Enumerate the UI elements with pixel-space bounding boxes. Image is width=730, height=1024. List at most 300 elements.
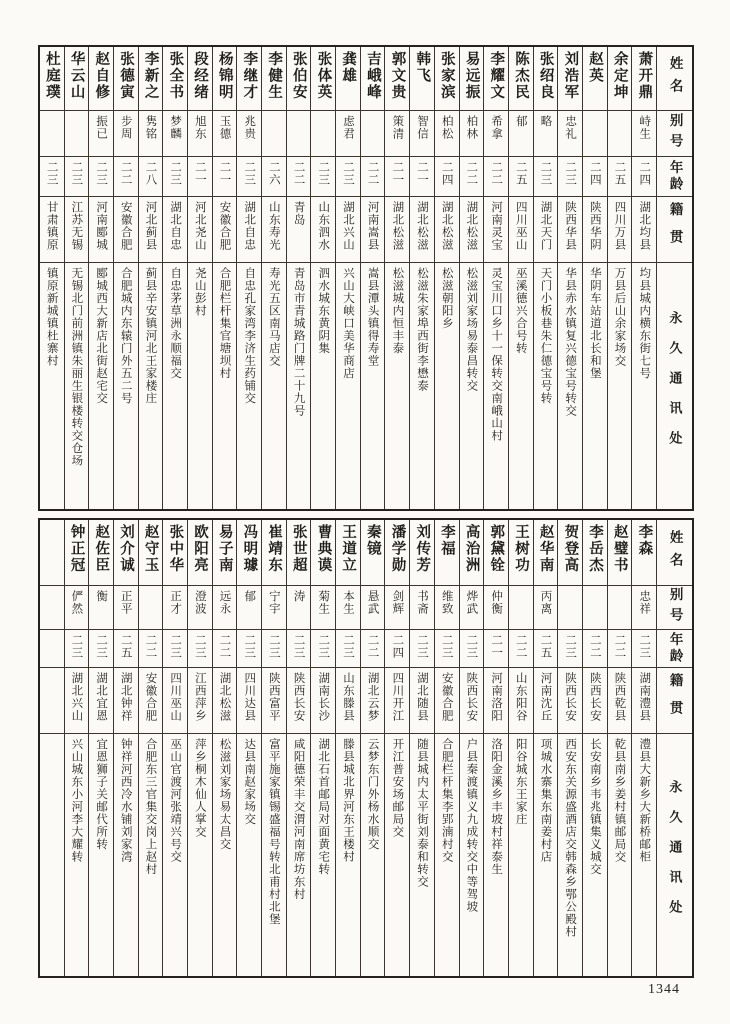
alias-cell	[583, 111, 607, 157]
age-cell	[410, 630, 434, 668]
header-cell-address	[657, 263, 692, 509]
entry-origin: 湖北兴山	[70, 672, 83, 722]
entry-address: 乾县南乡姜村镇邮局交	[613, 738, 626, 863]
entry-origin: 陕西长安	[564, 672, 577, 722]
address-cell	[410, 734, 434, 976]
entry-name: 贺登高	[562, 524, 579, 574]
name-cell	[213, 520, 237, 586]
origin-cell	[188, 197, 212, 263]
entry-name: 张中华	[167, 524, 184, 574]
entry-age: 二二	[292, 161, 305, 186]
entry-alias: 希拿	[490, 115, 503, 140]
address-cell	[632, 734, 656, 976]
address-cell	[336, 263, 360, 509]
address-cell	[114, 734, 138, 976]
entry-address: 松滋刘家场易太昌交	[218, 738, 231, 851]
age-cell	[65, 630, 89, 668]
origin-cell	[583, 197, 607, 263]
age-cell	[311, 630, 335, 668]
address-cell	[213, 734, 237, 976]
age-cell	[237, 157, 261, 197]
entry-origin: 山东滕县	[341, 672, 354, 722]
age-cell	[534, 157, 558, 197]
entry-column	[162, 520, 187, 976]
entry-alias: 维致	[440, 590, 453, 615]
entry-origin: 四川巫山	[514, 201, 527, 251]
age-cell	[583, 630, 607, 668]
name-cell	[410, 47, 434, 111]
entry-origin: 安徽合肥	[218, 201, 231, 251]
entry-column	[459, 520, 484, 976]
origin-cell	[583, 668, 607, 734]
entry-alias: 略	[539, 115, 552, 128]
name-cell	[583, 47, 607, 111]
entry-age: 二三	[70, 161, 83, 186]
entry-age: 二三	[564, 161, 577, 186]
age-cell	[509, 157, 533, 197]
entry-age: 二二	[514, 634, 527, 659]
entry-address: 自忠孔家湾李济生药铺交	[243, 267, 256, 405]
header-cell-address	[657, 734, 692, 976]
alias-cell	[608, 111, 632, 157]
origin-cell	[40, 197, 64, 263]
address-cell	[484, 263, 508, 509]
name-cell	[385, 520, 409, 586]
age-cell	[237, 630, 261, 668]
address-cell	[188, 734, 212, 976]
name-cell	[361, 520, 385, 586]
name-cell	[40, 47, 64, 111]
age-cell	[632, 157, 656, 197]
age-cell	[460, 630, 484, 668]
entry-origin: 河南郾城	[95, 201, 108, 251]
name-cell	[139, 47, 163, 111]
address-cell	[385, 263, 409, 509]
name-cell	[410, 520, 434, 586]
entry-column	[40, 520, 64, 976]
entry-origin: 安徽合肥	[440, 672, 453, 722]
age-cell	[608, 157, 632, 197]
address-cell	[632, 263, 656, 509]
entry-name: 张全书	[167, 51, 184, 101]
entry-alias: 忠礼	[564, 115, 577, 140]
entry-address: 均县城内横东街七号	[638, 267, 651, 380]
alias-cell	[460, 586, 484, 630]
entry-address: 松滋城内恒丰泰	[391, 267, 404, 355]
alias-cell	[361, 111, 385, 157]
entry-origin: 湖北自忠	[243, 201, 256, 251]
header-cell-origin	[657, 668, 692, 734]
origin-cell	[311, 668, 335, 734]
age-cell	[435, 157, 459, 197]
entry-origin: 安徽合肥	[144, 672, 157, 722]
address-cell	[460, 734, 484, 976]
age-cell	[213, 630, 237, 668]
origin-cell	[65, 668, 89, 734]
header-column	[656, 520, 692, 976]
header-cell-name	[657, 520, 692, 586]
name-cell	[460, 47, 484, 111]
origin-cell	[336, 197, 360, 263]
entry-age: 二一	[391, 161, 404, 186]
alias-cell	[632, 111, 656, 157]
entry-age: 二五	[119, 634, 132, 659]
header-origin-label: 籍贯	[667, 202, 683, 257]
name-cell	[287, 47, 311, 111]
entry-column	[631, 47, 656, 509]
address-cell	[114, 263, 138, 509]
entry-age: 二二	[588, 634, 601, 659]
alias-cell	[460, 111, 484, 157]
entry-address: 镇原新城镇杜寨村	[45, 267, 58, 367]
entry-age: 二三	[169, 634, 182, 659]
entry-alias: 旭东	[193, 115, 206, 140]
entry-name: 杜庭璞	[43, 51, 60, 101]
alias-cell	[114, 111, 138, 157]
entry-origin: 陕西长安	[588, 672, 601, 722]
entry-column	[286, 520, 311, 976]
alias-cell	[583, 586, 607, 630]
address-cell	[262, 263, 286, 509]
entry-column	[64, 47, 89, 509]
name-cell	[336, 47, 360, 111]
origin-cell	[632, 197, 656, 263]
entry-age: 二一	[490, 634, 503, 659]
entry-alias: 智信	[416, 115, 428, 140]
origin-cell	[114, 197, 138, 263]
origin-cell	[460, 197, 484, 263]
alias-cell	[410, 586, 434, 630]
age-cell	[509, 630, 533, 668]
entry-origin: 湖北宜恩	[95, 672, 108, 722]
entry-alias: 澄波	[193, 590, 206, 615]
alias-cell	[534, 586, 558, 630]
entry-name: 陈杰民	[512, 51, 529, 101]
alias-cell	[361, 586, 385, 630]
entry-column	[459, 47, 484, 509]
alias-cell	[484, 586, 508, 630]
alias-cell	[163, 586, 187, 630]
entry-column	[88, 47, 113, 509]
entry-column	[261, 47, 286, 509]
entry-column	[335, 520, 360, 976]
entry-origin: 青岛	[292, 201, 305, 226]
directory-table-bottom	[38, 518, 694, 978]
entry-origin: 湖北随县	[416, 672, 428, 722]
name-cell	[435, 520, 459, 586]
alias-cell	[509, 111, 533, 157]
origin-cell	[558, 668, 582, 734]
entry-alias: 宁宇	[267, 590, 280, 615]
entry-address: 萍乡桐木仙人掌交	[193, 738, 206, 838]
alias-cell	[558, 586, 582, 630]
entry-name: 高治洲	[463, 524, 480, 574]
entry-origin: 湖北自忠	[169, 201, 182, 251]
address-cell	[509, 734, 533, 976]
entry-name: 赵璧书	[611, 524, 628, 574]
age-cell	[385, 630, 409, 668]
entry-age: 二二	[366, 634, 379, 659]
entry-age: 二三	[416, 634, 428, 659]
origin-cell	[361, 668, 385, 734]
entry-age: 二六	[267, 161, 280, 186]
header-cell-alias	[657, 111, 692, 157]
entry-origin: 河北蓟县	[144, 201, 157, 251]
entry-age: 二三	[169, 161, 182, 186]
origin-cell	[558, 197, 582, 263]
name-cell	[632, 47, 656, 111]
name-cell	[188, 520, 212, 586]
alias-cell	[262, 586, 286, 630]
entry-age: 二三	[564, 634, 577, 659]
entry-column	[434, 47, 459, 509]
name-cell	[361, 47, 385, 111]
entry-column	[409, 47, 434, 509]
entry-age: 二三	[292, 634, 305, 659]
entry-origin: 陕西华阴	[588, 201, 601, 251]
origin-cell	[336, 668, 360, 734]
entry-address: 兴山大峡口美华商店	[341, 267, 354, 380]
entry-origin: 湖北松滋	[465, 201, 478, 251]
entry-column	[533, 47, 558, 509]
entry-age: 二三	[440, 634, 453, 659]
address-cell	[40, 734, 64, 976]
origin-cell	[361, 197, 385, 263]
entry-origin: 四川开江	[391, 672, 404, 722]
name-cell	[558, 47, 582, 111]
address-cell	[608, 734, 632, 976]
age-cell	[65, 157, 89, 197]
age-cell	[361, 630, 385, 668]
address-cell	[311, 734, 335, 976]
entry-alias: 烨武	[465, 590, 478, 615]
entry-name: 赵佐臣	[93, 524, 110, 574]
entry-address: 无锡北门前洲镇朱丽生银楼转交仓场	[70, 267, 83, 467]
entry-column	[607, 520, 632, 976]
entry-name: 余定坤	[611, 51, 628, 101]
age-cell	[213, 157, 237, 197]
entry-alias: 本生	[341, 590, 354, 615]
entry-address: 泗水城东黄阴集	[317, 267, 330, 355]
entry-name: 赵华南	[537, 524, 554, 574]
entry-age: 二三	[638, 634, 651, 659]
entry-column	[187, 47, 212, 509]
address-cell	[262, 734, 286, 976]
origin-cell	[608, 668, 632, 734]
header-cell-alias	[657, 586, 692, 630]
entry-address: 郾城西大新店北街赵宅交	[95, 267, 108, 405]
entry-address: 湖北石首邮局对面黄宅转	[317, 738, 330, 876]
entry-origin: 江苏无锡	[70, 201, 83, 251]
entry-name: 萧开鼎	[636, 51, 653, 101]
entry-age: 二二	[465, 161, 478, 186]
entry-address: 滕县城北界河东王楼村	[341, 738, 354, 863]
entry-name: 刘传芳	[414, 524, 431, 574]
age-cell	[114, 157, 138, 197]
entry-age: 二三	[317, 161, 330, 186]
origin-cell	[534, 668, 558, 734]
entry-address: 松滋刘家场易泰昌转交	[465, 267, 478, 392]
name-cell	[385, 47, 409, 111]
entry-address: 合肥东三官集交岗上赵村	[144, 738, 157, 876]
entry-address: 华县赤水镇复兴德宝号转交	[564, 267, 577, 417]
alias-cell	[237, 586, 261, 630]
alias-cell	[65, 111, 89, 157]
entry-name: 李岳杰	[587, 524, 604, 574]
entry-address: 开江普安场邮局交	[391, 738, 404, 838]
directory-table-top	[38, 45, 694, 511]
address-cell	[188, 263, 212, 509]
name-cell	[608, 47, 632, 111]
alias-cell	[40, 586, 64, 630]
entry-name: 李新之	[142, 51, 159, 101]
header-cell-origin	[657, 197, 692, 263]
address-cell	[40, 263, 64, 509]
entry-column	[187, 520, 212, 976]
name-cell	[311, 47, 335, 111]
age-cell	[262, 630, 286, 668]
entry-name: 张绍良	[537, 51, 554, 101]
entry-alias: 玉德	[218, 115, 231, 140]
entry-address: 巫溪德兴合号转	[514, 267, 527, 355]
entry-origin: 湖南长沙	[317, 672, 330, 722]
origin-cell	[40, 668, 64, 734]
age-cell	[484, 630, 508, 668]
alias-cell	[385, 111, 409, 157]
entry-age: 二三	[341, 161, 354, 186]
entry-alias: 郁	[514, 115, 527, 128]
entry-alias: 振已	[95, 115, 108, 140]
entry-origin: 安徽合肥	[119, 201, 132, 251]
entry-name: 张伯安	[290, 51, 307, 101]
entry-name: 赵英	[587, 51, 604, 84]
entry-name: 钟正冠	[68, 524, 85, 574]
entry-origin: 湖北云梦	[366, 672, 379, 722]
entry-column	[113, 520, 138, 976]
header-address-label: 永久通讯处	[667, 311, 683, 461]
entry-name: 段经绪	[192, 51, 209, 101]
entry-alias: 郁	[243, 590, 256, 603]
origin-cell	[311, 197, 335, 263]
address-cell	[237, 734, 261, 976]
alias-cell	[336, 586, 360, 630]
entry-alias: 隽铭	[144, 115, 157, 140]
entry-alias: 悬武	[366, 590, 379, 615]
origin-cell	[139, 197, 163, 263]
header-name-label: 姓名	[667, 530, 683, 575]
address-cell	[509, 263, 533, 509]
age-cell	[163, 157, 187, 197]
entry-address: 阳谷城东王家庄	[514, 738, 527, 826]
entry-origin: 河南洛阳	[490, 672, 503, 722]
age-cell	[460, 157, 484, 197]
entry-origin: 陕西富平	[267, 672, 280, 722]
entry-name: 李继才	[241, 51, 258, 101]
name-cell	[583, 520, 607, 586]
name-cell	[89, 47, 113, 111]
entry-alias: 书斋	[416, 590, 428, 615]
name-cell	[163, 47, 187, 111]
origin-cell	[287, 197, 311, 263]
age-cell	[385, 157, 409, 197]
alias-cell	[311, 111, 335, 157]
address-cell	[583, 734, 607, 976]
entry-alias: 剑辉	[391, 590, 404, 615]
entry-column	[557, 520, 582, 976]
entry-alias: 俨然	[70, 590, 83, 615]
entry-age: 二三	[95, 161, 108, 186]
entry-age: 二二	[613, 634, 626, 659]
entry-address: 松滋朝阳乡	[440, 267, 453, 330]
alias-cell	[287, 111, 311, 157]
name-cell	[509, 47, 533, 111]
origin-cell	[89, 197, 113, 263]
alias-cell	[632, 586, 656, 630]
entry-column	[631, 520, 656, 976]
entry-alias: 丙离	[539, 590, 552, 615]
origin-cell	[632, 668, 656, 734]
name-cell	[534, 47, 558, 111]
entry-name: 赵自修	[93, 51, 110, 101]
entry-age: 二三	[243, 161, 256, 186]
entry-column	[212, 47, 237, 509]
alias-cell	[40, 111, 64, 157]
entry-origin: 湖北松滋	[440, 201, 453, 251]
entry-column	[582, 520, 607, 976]
age-cell	[435, 630, 459, 668]
alias-cell	[139, 586, 163, 630]
origin-cell	[262, 197, 286, 263]
origin-cell	[163, 197, 187, 263]
entry-age: 二二	[218, 634, 231, 659]
header-cell-name	[657, 47, 692, 111]
address-cell	[558, 734, 582, 976]
entry-age: 二二	[119, 161, 132, 186]
header-age-label: 年龄	[667, 632, 683, 665]
entry-address: 洛阳金溪乡丰坡村祥泰生	[490, 738, 503, 876]
entry-column	[533, 520, 558, 976]
entry-origin: 山东泗水	[317, 201, 330, 251]
entry-origin: 湖北松滋	[218, 672, 231, 722]
entry-origin: 四川巫山	[169, 672, 182, 722]
origin-cell	[65, 197, 89, 263]
entry-name: 郭文贵	[389, 51, 406, 101]
origin-cell	[213, 668, 237, 734]
entry-age: 二四	[588, 161, 601, 186]
name-cell	[213, 47, 237, 111]
origin-cell	[237, 197, 261, 263]
entry-alias: 峙生	[638, 115, 651, 140]
age-cell	[163, 630, 187, 668]
entry-address: 钟祥河西冷水铺刘家湾	[119, 738, 132, 863]
entry-column	[261, 520, 286, 976]
alias-cell	[509, 586, 533, 630]
entry-column	[212, 520, 237, 976]
alias-cell	[558, 111, 582, 157]
entry-name: 张世超	[290, 524, 307, 574]
entry-name: 张体英	[315, 51, 332, 101]
address-cell	[385, 734, 409, 976]
entry-age: 二八	[144, 161, 157, 186]
entry-origin: 陕西长安	[465, 672, 478, 722]
entry-address: 咸阳德荣丰交渭河南席坊东村	[292, 738, 305, 901]
entry-name: 华云山	[68, 51, 85, 101]
entry-age: 二四	[391, 634, 404, 659]
entry-column	[64, 520, 89, 976]
entry-column	[508, 520, 533, 976]
origin-cell	[410, 197, 434, 263]
entry-age: 二三	[95, 634, 108, 659]
